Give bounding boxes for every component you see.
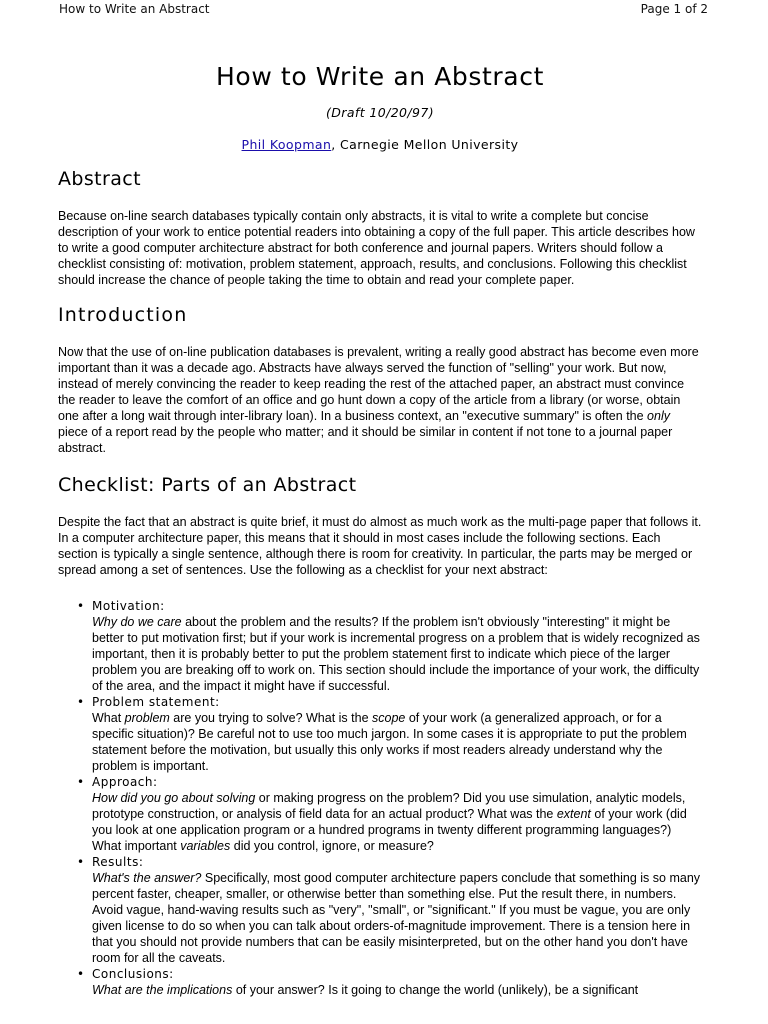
- item-emphasis: What's the answer?: [92, 871, 202, 885]
- author-line: [58, 136, 702, 153]
- list-item-approach: [77, 774, 702, 854]
- bullet-icon: •: [77, 775, 85, 789]
- bullet-icon: •: [77, 967, 85, 981]
- introduction-emphasis: only: [647, 409, 670, 423]
- item-text-part: Specifically, most good computer architecture papers conclude that something is so many percent faster, cheaper, smaller, or otherwise better than something else. Put the result there, in numbers. Avoid vague, hand-waving results such as "very", "small", or "significant." If you must be vague, you are only given license to do so when you can talk about orders-of-magnitude improvement. There is a tension here in that you should not provide numbers that can be easily misinterpreted, but on the other hand you don't have room for all the caveats.: [92, 871, 701, 965]
- checklist-list: [58, 598, 702, 998]
- draft-date: (Draft 10/20/97): [326, 105, 434, 120]
- checklist-intro-paragraph: Despite the fact that an abstract is quite brief, it must do almost as much work as the multi-page paper that follows it. In a computer architecture paper, this means that it should in most cases include the following sections. Each section is typically a single sentence, although there is room for creativity. In particular, the parts may be merged or spread among a set of sentences. Use the following as a checklist for your next abstract:: [58, 515, 702, 577]
- page-title: How to Write an Abstract: [216, 62, 544, 91]
- item-text-part: of your work (did you look at one application program or a hundred programs in twenty different programming languages?) What important: [92, 807, 687, 853]
- list-item-problem-statement: [77, 694, 702, 774]
- header-document-title: How to Write an Abstract: [59, 2, 210, 16]
- item-emphasis: variables: [180, 839, 231, 853]
- item-text-results: [92, 870, 702, 966]
- running-header: [0, 0, 768, 20]
- item-text-part: did you control, ignore, or measure?: [230, 839, 434, 853]
- bullet-icon: •: [77, 599, 85, 613]
- introduction-paragraph: [58, 344, 702, 456]
- item-text-part: What: [92, 711, 125, 725]
- bullet-icon: •: [77, 695, 85, 709]
- item-emphasis: How did you go about solving: [92, 791, 256, 805]
- item-text-approach: [92, 790, 702, 854]
- list-item-conclusions: [77, 966, 702, 998]
- checklist-heading: Checklist: Parts of an Abstract: [58, 474, 357, 496]
- item-title-problem-statement: Problem statement:: [92, 695, 220, 709]
- header-page-number: Page 1 of 2: [640, 2, 708, 16]
- introduction-text-before: Now that the use of on-line publication databases is prevalent, writing a really good abstract has become even more important than it was a decade ago. Abstracts have always served the function of "selling" your work. But now, instead of merely convincing the reader to keep reading the rest of the attached paper, an abstract must convince the reader to leave the comfort of an office and go hunt down a copy of the article from a library (or worse, obtain one after a long wait through inter-library loan). In a business context, an "executive summary" is often the: [58, 345, 699, 423]
- introduction-heading: Introduction: [58, 304, 188, 326]
- list-item-results: [77, 854, 702, 966]
- item-emphasis: extent: [556, 807, 591, 821]
- document-body: [58, 60, 702, 998]
- bullet-icon: •: [77, 855, 85, 869]
- item-text-motivation: [92, 614, 702, 694]
- item-text-part: are you trying to solve? What is the: [169, 711, 373, 725]
- introduction-text-after: piece of a report read by the people who matter; and it should be similar in content if not tone to a journal paper abstract.: [58, 425, 673, 455]
- item-text-part: of your answer? Is it going to change the world (unlikely), be a significant: [232, 983, 639, 997]
- abstract-heading: Abstract: [58, 168, 141, 190]
- item-text-part: or making progress on the problem? Did you use simulation, analytic models, prototype construction, or analysis of field data for an actual product? What was the: [92, 791, 686, 821]
- item-emphasis: scope: [372, 711, 406, 725]
- abstract-paragraph: Because on-line search databases typically contain only abstracts, it is vital to write a complete but concise description of your work to entice potential readers into obtaining a copy of the full paper. This article describes how to write a good computer architecture abstract for both conference and journal papers. Writers should follow a checklist consisting of: motivation, problem statement, approach, results, and conclusions. Following this checklist should increase the chance of people taking the time to obtain and read your complete paper.: [58, 209, 695, 287]
- item-text-part: about the problem and the results? If the problem isn't obviously "interesting" it might be better to put motivation first; but if your work is incremental progress on a problem that is widely recognized as important, then it is probably better to put the problem statement first to indicate which piece of the larger problem you are breaking off to work on. This section should include the importance of your work, the difficulty of the area, and the impact it might have if successful.: [92, 615, 700, 693]
- list-item-motivation: [77, 598, 702, 694]
- item-emphasis: What are the implications: [92, 983, 233, 997]
- item-text-conclusions: [92, 982, 702, 998]
- author-link[interactable]: Phil Koopman: [241, 137, 332, 152]
- item-title-results: Results:: [92, 855, 144, 869]
- item-title-approach: Approach:: [92, 775, 158, 789]
- item-text-problem-statement: [92, 710, 702, 774]
- author-affiliation: , Carnegie Mellon University: [331, 137, 519, 152]
- item-emphasis: problem: [124, 711, 170, 725]
- item-emphasis: Why do we care: [92, 615, 182, 629]
- item-title-conclusions: Conclusions:: [92, 967, 174, 981]
- item-text-part: of your work (a generalized approach, or for a specific situation)? Be careful not to use too much jargon. In some cases it is appropriate to put the problem statement before the motivation, but usually this only works if most readers already understand why the problem is important.: [92, 711, 687, 773]
- item-title-motivation: Motivation:: [92, 599, 165, 613]
